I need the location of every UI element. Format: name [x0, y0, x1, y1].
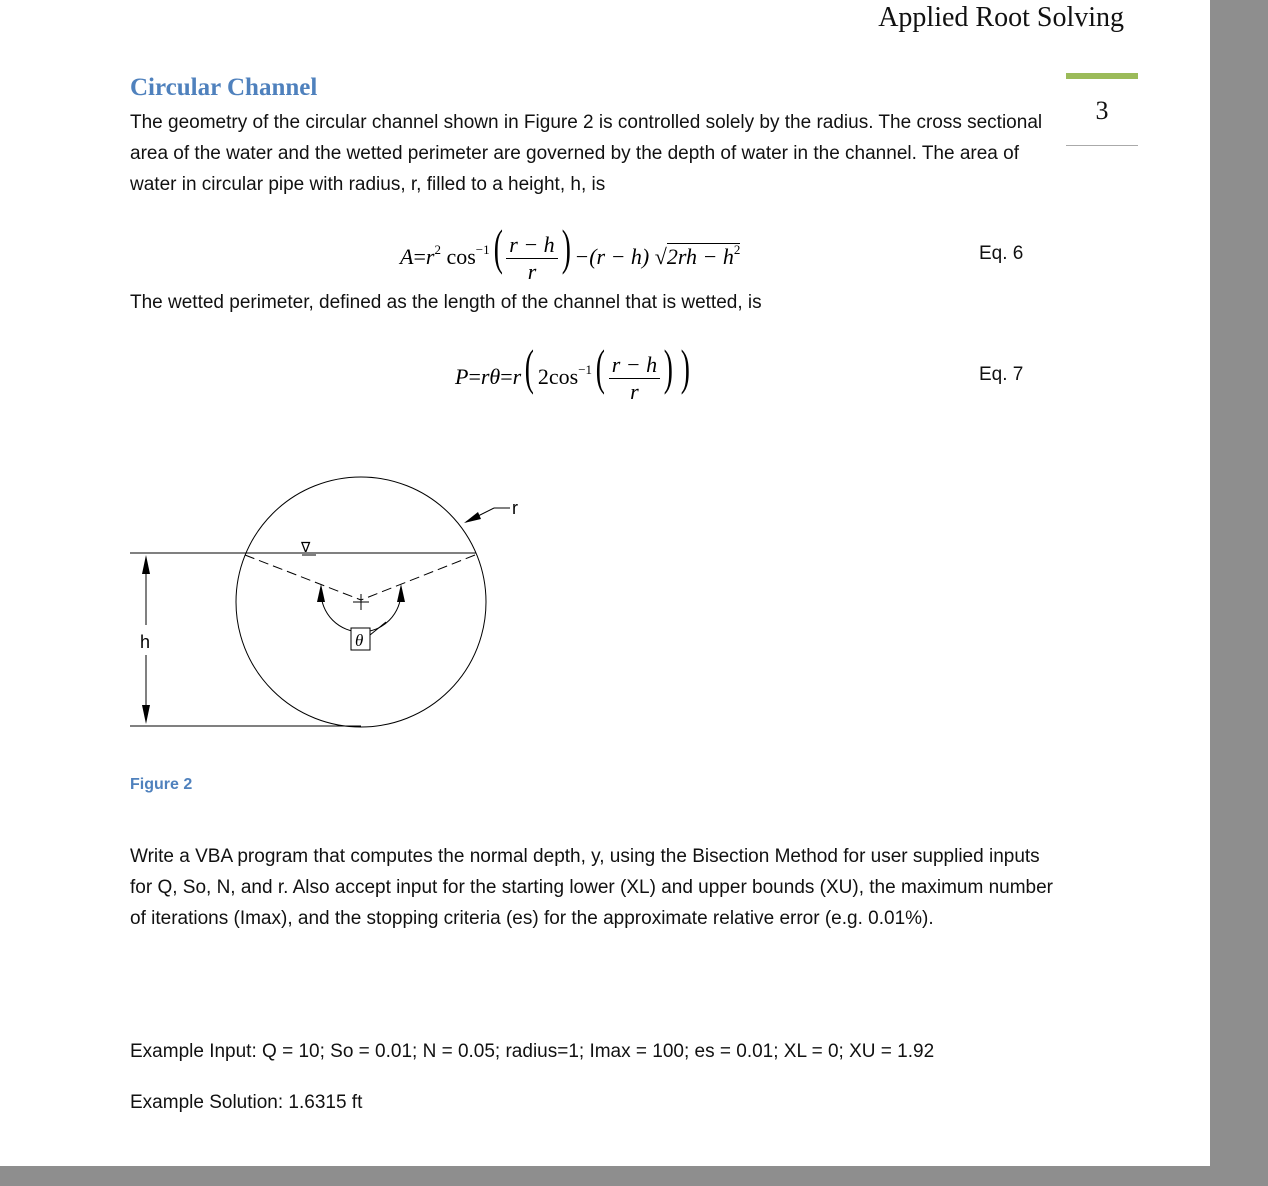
running-header-title: Applied Root Solving [878, 2, 1124, 33]
example-input: Example Input: Q = 10; So = 0.01; N = 0.05; radius=1; Imax = 100; es = 0.01; XL = 0; XU = 1.92 [130, 1041, 935, 1062]
equation-7-label: Eq. 7 [979, 364, 1024, 385]
perimeter-paragraph: The wetted perimeter, defined as the length of the channel that is wetted, is [130, 292, 762, 313]
radius-label: r [512, 498, 518, 518]
circular-channel-diagram [120, 470, 540, 740]
page-number: 3 [1095, 96, 1109, 125]
height-arrow-top [142, 555, 150, 574]
viewer-bottom-gutter [0, 1166, 1268, 1186]
figure-caption: Figure 2 [130, 776, 193, 793]
equation-6-label: Eq. 6 [979, 243, 1024, 264]
equation-perimeter: P=rθ=r( $2\cos^{-1}$( $\frac{r - h}{r}$ ) ) [455, 339, 690, 405]
height-arrow-bottom [142, 705, 150, 724]
water-level-symbol: ∇ [301, 539, 311, 555]
theta-label: θ [355, 631, 364, 650]
theta-leader [370, 622, 386, 635]
intro-paragraph: The geometry of the circular channel shown in Figure 2 is controlled solely by the radius. The cross sectional area of the water and the wetted perimeter are governed by the depth of water in the channel. The area of water in circular pipe with radius, r, filled to a height, h, is [130, 112, 1043, 195]
equation-area: $A=r^2$ $\cos^{-1}$( $\frac{r - h}{r}$ ) −(r − h) $√2rh - h^2$ [400, 219, 741, 285]
example-solution: Example Solution: 1.6315 ft [130, 1092, 363, 1113]
radius-leader-arrow [464, 512, 481, 523]
height-label: h [140, 632, 151, 652]
task-paragraph: Write a VBA program that computes the normal depth, y, using the Bisection Method for user supplied inputs for Q, So, N, and r. Also accept input for the starting lower (XL) and upper bounds (XU), the maximum number of iterations (Imax), and the stopping criteria (es) for the approximate relative error (e.g. 0.01%). [130, 846, 1053, 929]
page-number-accent-bar [1066, 73, 1138, 79]
radius-right-dashed [361, 555, 475, 600]
section-heading: Circular Channel [130, 74, 318, 101]
page-number-rule [1066, 145, 1138, 146]
theta-arrow-left [317, 584, 325, 602]
radius-left-dashed [245, 555, 361, 600]
theta-arrow-right [397, 584, 405, 602]
viewer-right-gutter [1210, 0, 1268, 1186]
